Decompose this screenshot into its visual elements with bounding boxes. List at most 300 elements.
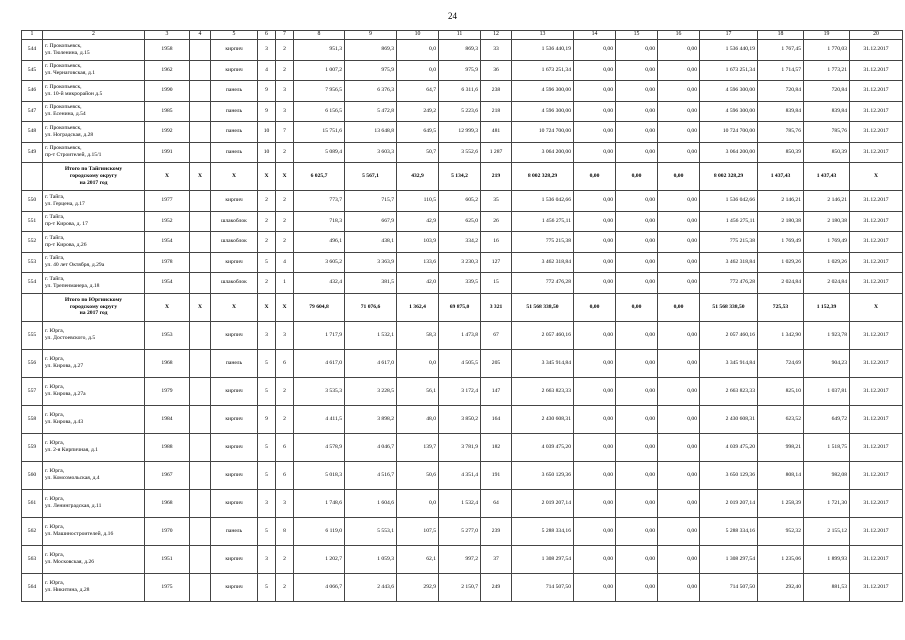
table-cell: 1 536 042,66	[700, 191, 758, 212]
table-cell	[190, 252, 211, 273]
table-cell: 2 146,21	[804, 191, 850, 212]
table-cell: 13 648,8	[345, 122, 397, 143]
table-cell: 0,00	[574, 232, 616, 253]
table-cell: 2	[276, 545, 294, 573]
table-cell: 3 230,3	[439, 252, 481, 273]
table-cell: 0,00	[574, 545, 616, 573]
table-cell: 1984	[145, 405, 190, 433]
address-cell: г. Тайга, ул. 40 лет Октября, д.29а	[43, 252, 145, 273]
column-number-cell: 10	[397, 31, 439, 40]
table-row	[22, 232, 903, 253]
table-cell: 26	[481, 211, 512, 232]
table-cell: 182	[481, 433, 512, 461]
address-cell: г. Прокопьевск, ул. Тюленина, д.15	[43, 40, 145, 61]
table-cell: 0,0	[397, 40, 439, 61]
table-cell: 2 150,7	[439, 573, 481, 601]
table-cell: 623,52	[758, 405, 804, 433]
table-cell: 62,1	[397, 545, 439, 573]
table-cell: 1 473,8	[439, 321, 481, 349]
table-cell: 2	[276, 573, 294, 601]
address-cell: г. Прокопьевск, ул. Ноградская, д.28	[43, 122, 145, 143]
table-cell: 649,72	[804, 405, 850, 433]
table-cell: 0,00	[658, 191, 700, 212]
table-cell: 31.12.2017	[850, 40, 903, 61]
table-cell: 546	[22, 81, 43, 102]
address-cell: г. Юрга, ул. Машиностроителей, д.16	[43, 517, 145, 545]
table-cell: 0,00	[574, 252, 616, 273]
table-cell: 5	[258, 377, 276, 405]
table-cell: 9	[258, 101, 276, 122]
table-cell	[190, 142, 211, 163]
table-cell: 0,00	[616, 377, 658, 405]
table-cell: 4 596 300,00	[700, 101, 758, 122]
table-cell: 31.12.2017	[850, 232, 903, 253]
table-cell: 31.12.2017	[850, 211, 903, 232]
table-cell: 0,00	[658, 573, 700, 601]
table-cell: 3 064 200,00	[700, 142, 758, 163]
column-number-cell: 4	[190, 31, 211, 40]
table-cell: 5	[258, 573, 276, 601]
table-cell: 0,00	[574, 573, 616, 601]
table-cell: 71 076,6	[345, 293, 397, 321]
table-cell: 0,00	[616, 349, 658, 377]
table-cell: 2 024,84	[804, 273, 850, 294]
table-cell: 2 180,38	[804, 211, 850, 232]
table-cell: 1952	[145, 211, 190, 232]
table-cell: шлакоблок	[211, 273, 258, 294]
table-cell: 1 308 297,54	[512, 545, 574, 573]
table-cell: 5 223,6	[439, 101, 481, 122]
table-cell: 1 029,26	[758, 252, 804, 273]
table-cell: 557	[22, 377, 43, 405]
table-cell: 432,4	[294, 273, 345, 294]
table-cell: 1 899,93	[804, 545, 850, 573]
table-cell: 7	[276, 122, 294, 143]
table-cell: 31.12.2017	[850, 349, 903, 377]
table-cell: 3 064 200,00	[512, 142, 574, 163]
address-cell: г. Юрга, ул. Кирова, д.27а	[43, 377, 145, 405]
table-cell: 147	[481, 377, 512, 405]
table-cell: 2	[258, 273, 276, 294]
table-cell: 0,00	[616, 545, 658, 573]
table-cell: 549	[22, 142, 43, 163]
table-cell: 1 767,45	[758, 40, 804, 61]
table-cell: 0,00	[616, 142, 658, 163]
table-cell: 0,0	[397, 349, 439, 377]
table-cell: 4 351,4	[439, 461, 481, 489]
table-cell: 0,00	[574, 273, 616, 294]
table-cell: 31.12.2017	[850, 573, 903, 601]
table-cell: 1968	[145, 489, 190, 517]
table-cell: 0,00	[574, 489, 616, 517]
table-cell: 1 437,43	[804, 163, 850, 191]
table-cell: 1 518,75	[804, 433, 850, 461]
table-cell	[190, 377, 211, 405]
table-cell: 2 663 823,33	[512, 377, 574, 405]
table-cell: 0,00	[574, 191, 616, 212]
address-cell: г. Юрга, ул. Кирова, д.27	[43, 349, 145, 377]
address-cell: г. Юрга, ул. 2-я Кирпичная, д.1	[43, 433, 145, 461]
table-cell: 724,69	[758, 349, 804, 377]
table-cell: 2 146,21	[758, 191, 804, 212]
table-cell: 3 898,2	[345, 405, 397, 433]
table-cell: 0,00	[658, 232, 700, 253]
table-cell: 2 430 608,31	[512, 405, 574, 433]
table-cell: 6	[276, 349, 294, 377]
table-cell: 4	[258, 60, 276, 81]
table-cell: 551	[22, 211, 43, 232]
table-row	[22, 573, 903, 601]
table-row	[22, 122, 903, 143]
table-cell: 564	[22, 573, 43, 601]
table-cell: 3 552,6	[439, 142, 481, 163]
table-cell: 2 057 460,16	[512, 321, 574, 349]
table-cell: 1 029,26	[804, 252, 850, 273]
table-cell: 2	[258, 211, 276, 232]
table-cell: 0,00	[616, 273, 658, 294]
table-cell: 0,00	[658, 321, 700, 349]
table-cell: 1 342,90	[758, 321, 804, 349]
table-cell: 0,00	[658, 461, 700, 489]
table-cell: X	[258, 163, 276, 191]
table-cell: 1 007,2	[294, 60, 345, 81]
table-cell: 3	[258, 489, 276, 517]
table-cell	[190, 40, 211, 61]
table-cell: 4 411,5	[294, 405, 345, 433]
column-number-cell: 3	[145, 31, 190, 40]
table-cell: 3 462 318,84	[700, 252, 758, 273]
table-cell: 0,00	[658, 252, 700, 273]
table-cell: 191	[481, 461, 512, 489]
table-cell: 850,39	[804, 142, 850, 163]
table-cell: 0,00	[616, 40, 658, 61]
table-cell: 0,00	[574, 349, 616, 377]
table-cell: 3 650 129,36	[512, 461, 574, 489]
table-cell: 2 057 460,16	[700, 321, 758, 349]
table-cell: 2 443,6	[345, 573, 397, 601]
table-cell: 0,00	[574, 433, 616, 461]
table-cell: 4 596 300,00	[512, 81, 574, 102]
table-cell: 0,00	[616, 461, 658, 489]
table-cell: 31.12.2017	[850, 273, 903, 294]
table-cell: 5 288 334,16	[512, 517, 574, 545]
column-number-cell: 16	[658, 31, 700, 40]
table-cell: 31.12.2017	[850, 489, 903, 517]
table-cell: 2 024,84	[758, 273, 804, 294]
table-cell: 1 308 297,54	[700, 545, 758, 573]
table-cell: 2	[258, 191, 276, 212]
table-cell: 35	[481, 191, 512, 212]
table-cell: 4 039 475,20	[700, 433, 758, 461]
column-number-row	[22, 31, 903, 40]
table-cell: 555	[22, 321, 43, 349]
table-cell: X	[850, 293, 903, 321]
table-cell: 952,32	[758, 517, 804, 545]
table-cell: 0,00	[658, 40, 700, 61]
table-cell: 552	[22, 232, 43, 253]
table-cell: 1 714,57	[758, 60, 804, 81]
table-cell: 0,00	[616, 81, 658, 102]
table-cell: 3	[258, 321, 276, 349]
table-cell: 56,1	[397, 377, 439, 405]
table-cell: 0,00	[616, 573, 658, 601]
table-cell: 64,7	[397, 81, 439, 102]
table-cell: 139,7	[397, 433, 439, 461]
table-cell: 997,2	[439, 545, 481, 573]
table-cell: 1 717,9	[294, 321, 345, 349]
table-cell: 714 507,50	[512, 573, 574, 601]
table-cell: 718,3	[294, 211, 345, 232]
table-cell	[22, 163, 43, 191]
table-cell: 825,10	[758, 377, 804, 405]
table-cell: 10	[258, 122, 276, 143]
table-cell: 2	[276, 377, 294, 405]
table-cell: 4	[276, 252, 294, 273]
table-cell: X	[211, 293, 258, 321]
table-cell: кирпич	[211, 545, 258, 573]
housing-repair-table	[21, 30, 903, 602]
table-cell: 31.12.2017	[850, 142, 903, 163]
table-cell: 0,00	[574, 101, 616, 122]
table-cell: 9	[258, 81, 276, 102]
table-cell: 0,00	[658, 163, 700, 191]
table-cell: 31.12.2017	[850, 321, 903, 349]
column-number-cell: 12	[481, 31, 512, 40]
table-cell: 0,00	[658, 293, 700, 321]
column-number-cell: 17	[700, 31, 758, 40]
table-cell: кирпич	[211, 40, 258, 61]
table-cell: 667,9	[345, 211, 397, 232]
table-cell: 1 456 275,11	[512, 211, 574, 232]
table-cell: 561	[22, 489, 43, 517]
table-cell: 951,3	[294, 40, 345, 61]
table-cell: 15	[481, 273, 512, 294]
table-cell: 715,7	[345, 191, 397, 212]
table-cell: 51 568 338,50	[700, 293, 758, 321]
table-cell: 6 025,7	[294, 163, 345, 191]
table-cell: 3 228,5	[345, 377, 397, 405]
table-cell: 2 430 608,31	[700, 405, 758, 433]
table-cell: шлакоблок	[211, 211, 258, 232]
address-cell: г. Юрга, ул. Кирова, д.43	[43, 405, 145, 433]
table-cell: 558	[22, 405, 43, 433]
table-cell: 1 923,78	[804, 321, 850, 349]
table-cell: 292,9	[397, 573, 439, 601]
table-cell: 0,00	[574, 122, 616, 143]
table-cell: 0,00	[658, 81, 700, 102]
total-label-cell: Итого по Тайгинскому городскому округу на 2017 год	[43, 163, 145, 191]
table-cell: 2	[276, 142, 294, 163]
table-cell: 1 673 251,34	[700, 60, 758, 81]
column-number-cell: 19	[804, 31, 850, 40]
table-cell: 51 568 338,50	[512, 293, 574, 321]
table-cell: 0,00	[658, 142, 700, 163]
table-cell: 31.12.2017	[850, 461, 903, 489]
column-number-cell: 13	[512, 31, 574, 40]
table-cell: 5 567,1	[345, 163, 397, 191]
table-cell: 0,00	[574, 60, 616, 81]
table-cell: 1 258,39	[758, 489, 804, 517]
total-label-cell: Итого по Юргинскому городскому округу на 2017 год	[43, 293, 145, 321]
table-cell: 1 437,43	[758, 163, 804, 191]
table-cell: 0,00	[658, 405, 700, 433]
table-cell	[22, 293, 43, 321]
table-cell: 31.12.2017	[850, 405, 903, 433]
table-cell: 1988	[145, 433, 190, 461]
table-cell: 1991	[145, 142, 190, 163]
table-cell: кирпич	[211, 252, 258, 273]
table-cell: 110,5	[397, 191, 439, 212]
table-cell: 1975	[145, 573, 190, 601]
table-row	[22, 461, 903, 489]
table-cell: 239	[481, 517, 512, 545]
table-cell: 0,00	[658, 60, 700, 81]
table-cell: 0,00	[616, 211, 658, 232]
table-cell: 69 875,0	[439, 293, 481, 321]
table-cell: 0,0	[397, 489, 439, 517]
table-cell: 4 596 300,00	[700, 81, 758, 102]
table-cell: 2	[276, 405, 294, 433]
address-cell: г. Юрга, ул. Ленинградская, д.11	[43, 489, 145, 517]
table-cell: 1 532,1	[345, 321, 397, 349]
column-number-cell: 1	[22, 31, 43, 40]
table-cell: кирпич	[211, 321, 258, 349]
table-cell: 0,00	[574, 517, 616, 545]
table-cell: 1979	[145, 377, 190, 405]
table-cell: панель	[211, 517, 258, 545]
table-cell: 720,84	[804, 81, 850, 102]
table-cell: 839,84	[758, 101, 804, 122]
table-cell: 3	[276, 489, 294, 517]
table-cell: 563	[22, 545, 43, 573]
table-cell	[190, 573, 211, 601]
table-body	[22, 31, 903, 602]
table-cell: 2	[276, 40, 294, 61]
table-cell: 438,1	[345, 232, 397, 253]
table-cell: 5 089,4	[294, 142, 345, 163]
table-cell: 0,00	[616, 101, 658, 122]
address-cell: г. Прокопьевск, ул. 10-й микрорайон д.5	[43, 81, 145, 102]
table-cell	[190, 349, 211, 377]
table-cell: панель	[211, 101, 258, 122]
table-cell: кирпич	[211, 573, 258, 601]
table-cell: 1 536 440,19	[512, 40, 574, 61]
table-row	[22, 545, 903, 573]
table-cell: 1 721,30	[804, 489, 850, 517]
table-cell: 1985	[145, 101, 190, 122]
table-cell: 0,00	[658, 545, 700, 573]
table-cell: 714 507,50	[700, 573, 758, 601]
table-cell: 0,00	[616, 489, 658, 517]
table-cell: 2	[276, 232, 294, 253]
table-cell: 1 456 275,11	[700, 211, 758, 232]
table-cell: 4 596 300,00	[512, 101, 574, 122]
address-cell: г. Юрга, ул. Достоевского, д.5	[43, 321, 145, 349]
table-cell	[190, 101, 211, 122]
table-cell: 31.12.2017	[850, 60, 903, 81]
table-cell: 1	[276, 273, 294, 294]
table-cell: 496,1	[294, 232, 345, 253]
table-cell: 432,9	[397, 163, 439, 191]
column-number-cell: 6	[258, 31, 276, 40]
table-row	[22, 405, 903, 433]
table-cell: 725,53	[758, 293, 804, 321]
table-cell: 1 673 251,34	[512, 60, 574, 81]
table-cell: 1 773,21	[804, 60, 850, 81]
address-cell: г. Тайга, ул. Герцена, д.17	[43, 191, 145, 212]
table-cell: 9	[258, 405, 276, 433]
table-cell: 2 180,38	[758, 211, 804, 232]
table-cell: 0,00	[574, 377, 616, 405]
table-cell: 1 769,49	[758, 232, 804, 253]
table-cell: 1 152,39	[804, 293, 850, 321]
table-cell: 12 999,3	[439, 122, 481, 143]
table-cell	[190, 232, 211, 253]
table-cell: 1954	[145, 273, 190, 294]
table-cell: 58,3	[397, 321, 439, 349]
table-cell: 1 532,4	[439, 489, 481, 517]
table-cell: 3 605,2	[294, 252, 345, 273]
table-cell: 772 476,28	[700, 273, 758, 294]
table-cell: 1 287	[481, 142, 512, 163]
table-cell: 31.12.2017	[850, 545, 903, 573]
table-cell: 1 059,3	[345, 545, 397, 573]
address-cell: г. Тайга, пр-т Кирова, д. 17	[43, 211, 145, 232]
table-cell	[190, 461, 211, 489]
table-cell: кирпич	[211, 461, 258, 489]
table-row	[22, 321, 903, 349]
table-cell: 649,5	[397, 122, 439, 143]
table-cell: 0,00	[574, 293, 616, 321]
table-cell: 2 019 207,14	[512, 489, 574, 517]
table-cell: кирпич	[211, 433, 258, 461]
table-cell: 292,40	[758, 573, 804, 601]
table-cell: 381,5	[345, 273, 397, 294]
table-cell: 720,84	[758, 81, 804, 102]
table-cell: кирпич	[211, 405, 258, 433]
table-cell: 0,00	[574, 405, 616, 433]
table-cell: 3 650 129,36	[700, 461, 758, 489]
table-cell: 6	[276, 433, 294, 461]
table-cell: X	[850, 163, 903, 191]
table-cell: 5 018,3	[294, 461, 345, 489]
table-cell: 5	[258, 433, 276, 461]
table-cell: 3 321	[481, 293, 512, 321]
table-cell	[190, 60, 211, 81]
address-cell: г. Прокопьевск, ул. Есенина, д.54	[43, 101, 145, 122]
table-cell	[190, 433, 211, 461]
table-cell: 31.12.2017	[850, 377, 903, 405]
table-cell: X	[190, 293, 211, 321]
column-number-cell: 14	[574, 31, 616, 40]
address-cell: г. Тайга, пр-т Кирова, д.26	[43, 232, 145, 253]
table-cell: 1 770,03	[804, 40, 850, 61]
table-cell: 2	[276, 191, 294, 212]
address-cell: г. Тайга, ул. Трепенманера, д.18	[43, 273, 145, 294]
table-cell: шлакоблок	[211, 232, 258, 253]
table-cell: 850,39	[758, 142, 804, 163]
table-cell: 1 235,06	[758, 545, 804, 573]
table-cell: 4 066,7	[294, 573, 345, 601]
table-cell: 10	[258, 142, 276, 163]
table-cell: 547	[22, 101, 43, 122]
table-cell: 219	[481, 163, 512, 191]
table-cell: 881,53	[804, 573, 850, 601]
table-cell: 554	[22, 273, 43, 294]
table-cell: 205	[481, 349, 512, 377]
table-cell: 1 202,7	[294, 545, 345, 573]
table-cell: 64	[481, 489, 512, 517]
